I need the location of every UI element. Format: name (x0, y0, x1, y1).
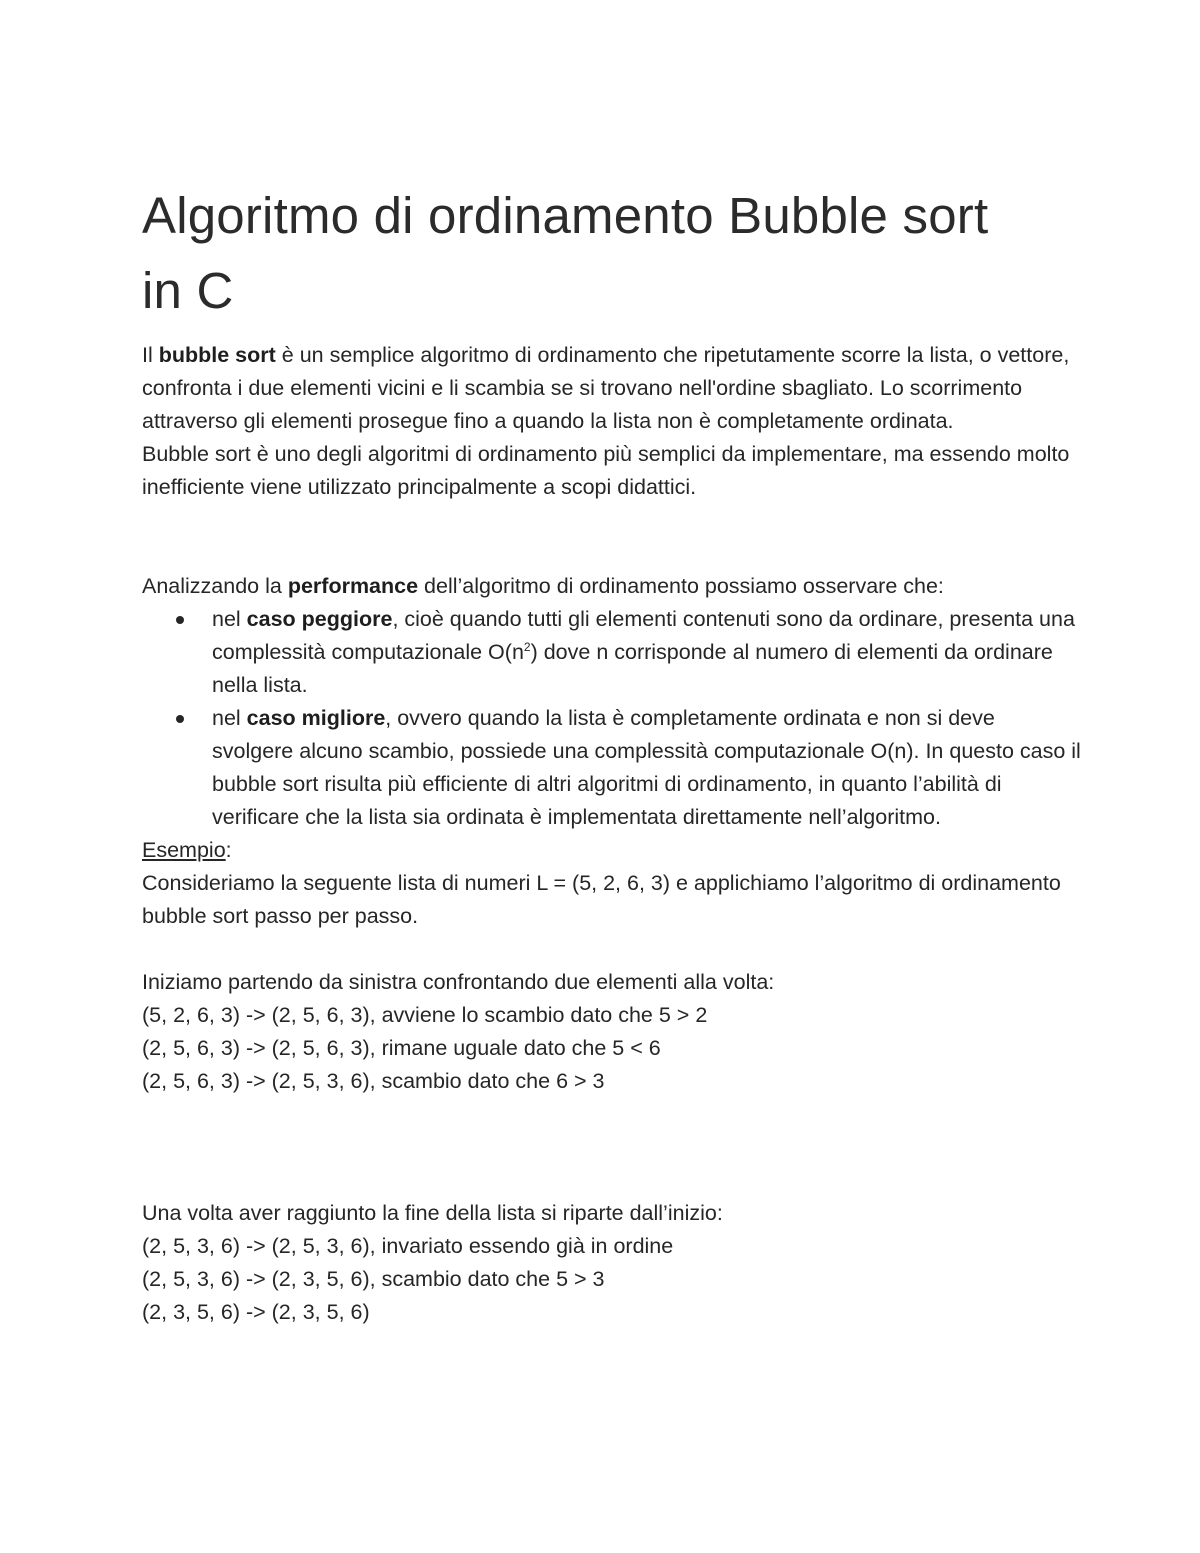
intro-post: è un semplice algoritmo di ordinamento che ripetutamente scorre la lista, o vettore, confronta i due elementi vicini e li scambia se si trovano nell'ordine sbagliato. Lo scorrimento attraverso gli elementi prosegue fino a quando la lista non è completamente ordinata. (142, 343, 1070, 433)
first-pass-intro: Iniziamo partendo da sinistra confrontando due elementi alla volta: (142, 970, 775, 994)
example-heading-line (142, 834, 1082, 867)
spacer (142, 933, 1082, 966)
worst-case-bold-term: caso peggiore (246, 607, 393, 631)
bullet-icon (176, 715, 184, 723)
worst-case-pre: nel (212, 607, 247, 631)
performance-post: dell’algoritmo di ordinamento possiamo osservare che: (418, 574, 944, 598)
intro-bold-term: bubble sort (158, 343, 276, 367)
bullet-icon (176, 616, 184, 624)
worst-case-post: ) dove n corrisponde al numero di elementi da ordinare nella lista. (212, 640, 1053, 697)
worst-case-mid: , cioè quando tutti gli elementi contenuti sono da ordinare, presenta una complessità computazionale O(n (212, 607, 1075, 664)
list-item-worst-case (142, 603, 1082, 702)
example-heading-colon: : (225, 838, 232, 862)
second-pass-step-2: (2, 5, 3, 6) -> (2, 3, 5, 6), scambio dato che 5 > 3 (142, 1267, 605, 1291)
first-pass-step-2: (2, 5, 6, 3) -> (2, 5, 6, 3), rimane uguale dato che 5 < 6 (142, 1036, 661, 1060)
list-item-best-case (142, 702, 1082, 834)
performance-pre: Analizzando la (142, 574, 288, 598)
spacer (142, 1098, 1082, 1197)
page-title (142, 178, 1082, 328)
best-case-pre: nel (212, 706, 247, 730)
intro-second-paragraph: Bubble sort è uno degli algoritmi di ordinamento più semplici da implementare, ma essendo molto inefficiente viene utilizzato principalmente a scopi didattici. (142, 442, 1070, 499)
best-case-post: , ovvero quando la lista è completamente ordinata e non si deve svolgere alcuno scambio, possiede una complessità computazionale O(n). In questo caso il bubble sort risulta più efficiente di altri algoritmi di ordinamento, in quanto l’abilità di verificare che la lista sia ordinata è implementata direttamente nell’algoritmo. (212, 706, 1081, 829)
document-page (142, 178, 1082, 1329)
intro-pre: Il (142, 343, 159, 367)
second-pass-step-1: (2, 5, 3, 6) -> (2, 5, 3, 6), invariato essendo già in ordine (142, 1234, 674, 1258)
intro-paragraph (142, 339, 1082, 438)
second-pass-step-3: (2, 3, 5, 6) -> (2, 3, 5, 6) (142, 1300, 370, 1324)
performance-paragraph (142, 570, 1082, 603)
example-heading: Esempio (142, 838, 226, 862)
cases-list (142, 603, 1082, 834)
second-pass-intro: Una volta aver raggiunto la fine della lista si riparte dall’inizio: (142, 1201, 723, 1225)
title-line-2: in C (142, 262, 234, 319)
performance-bold-term: performance (287, 574, 419, 598)
example-intro: Consideriamo la seguente lista di numeri L = (5, 2, 6, 3) e applichiamo l’algoritmo di ordinamento bubble sort passo per passo. (142, 871, 1061, 928)
title-line-1: Algoritmo di ordinamento Bubble sort (142, 187, 989, 244)
first-pass-step-3: (2, 5, 6, 3) -> (2, 5, 3, 6), scambio dato che 6 > 3 (142, 1069, 605, 1093)
spacer (142, 504, 1082, 570)
best-case-bold-term: caso migliore (246, 706, 386, 730)
worst-case-exponent: 2 (523, 639, 531, 654)
first-pass-step-1: (5, 2, 6, 3) -> (2, 5, 6, 3), avviene lo scambio dato che 5 > 2 (142, 1003, 708, 1027)
